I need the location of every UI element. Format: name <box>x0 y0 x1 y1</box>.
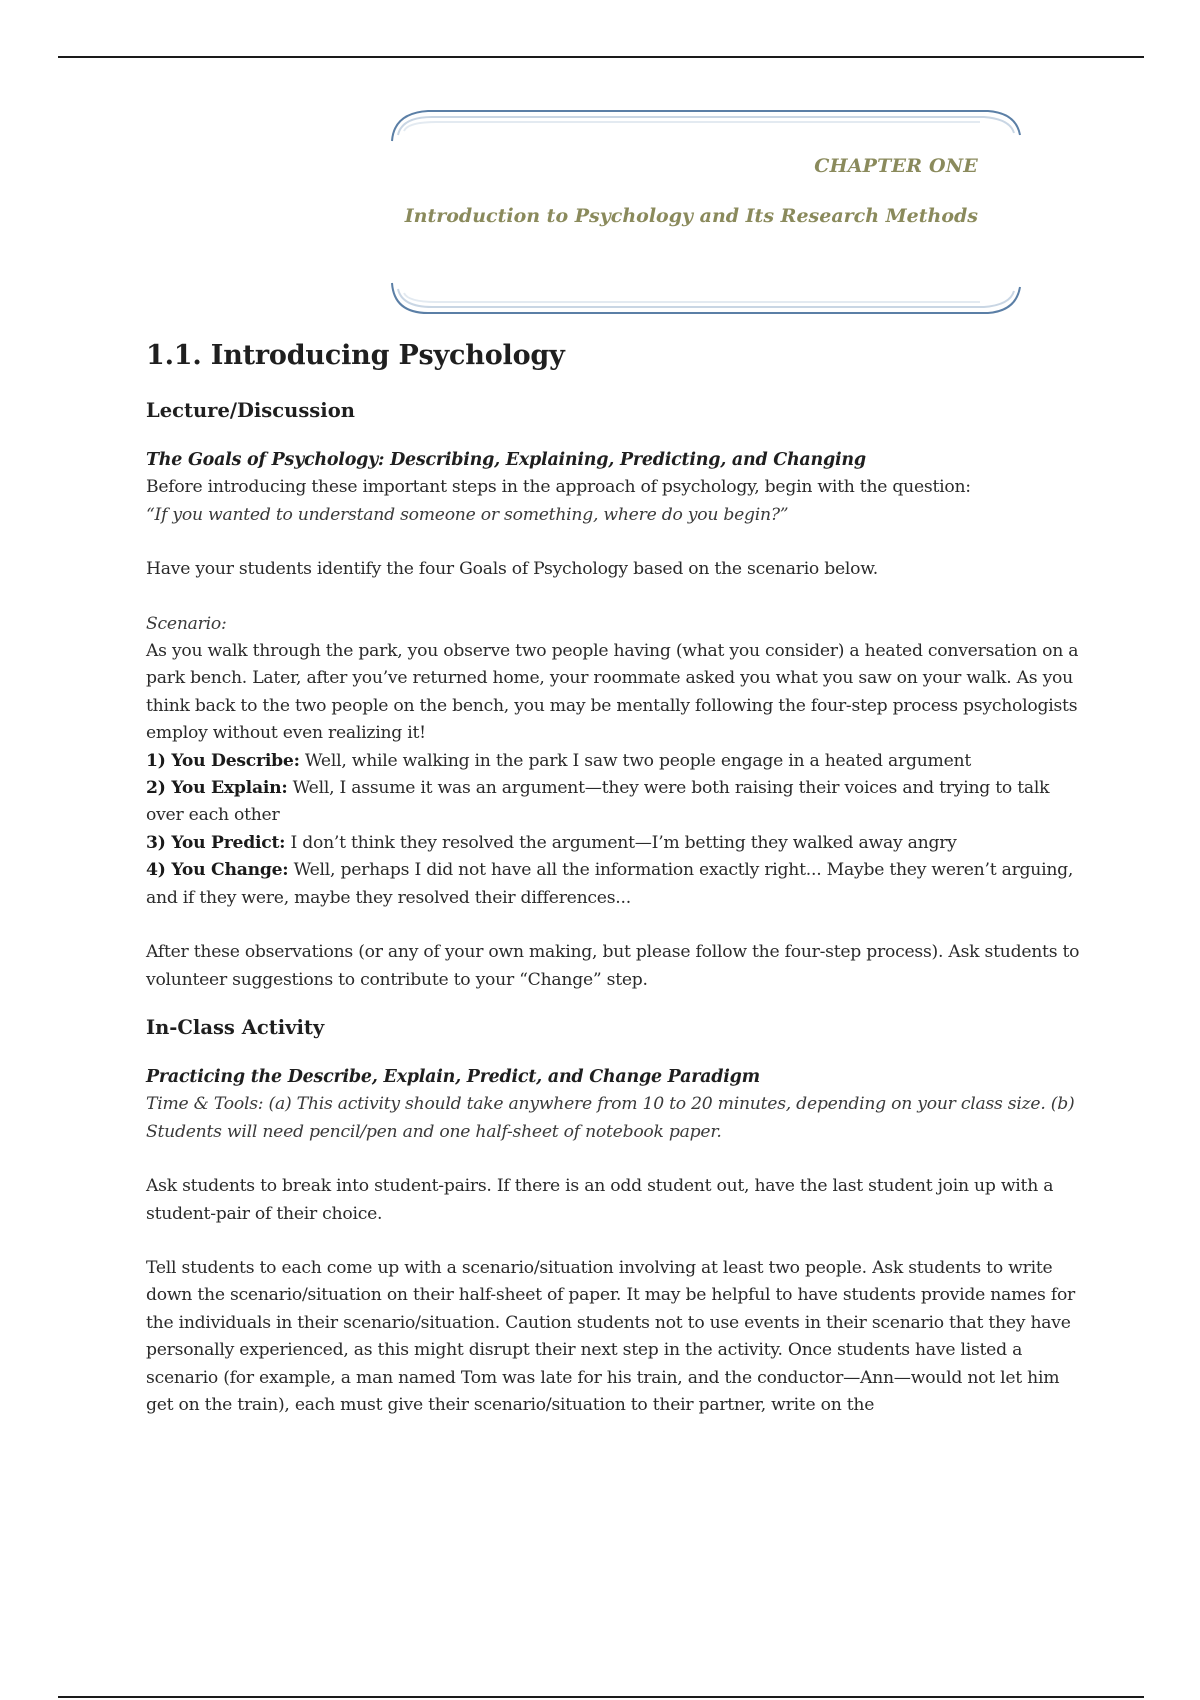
step-label: 2) You Explain: <box>146 778 288 799</box>
activity-paragraph-1: Ask students to break into student-pairs. If there is an odd student out, have the last student join up with a student-pair of their choice. <box>146 1176 1054 1224</box>
step-text: Well, perhaps I did not have all the information exactly right... Maybe they weren’t arguing, and if they were, maybe they resolved their differences... <box>146 860 1074 908</box>
activity-time-tools: Time & Tools: (a) This activity should take anywhere from 10 to 20 minutes, depending on your class size. (b) Students will need pencil/pen and one half-sheet of notebook paper. <box>146 1094 1075 1142</box>
step-predict <box>146 830 1091 857</box>
activity-subhead: Practicing the Describe, Explain, Predict, and Change Paradigm <box>146 1066 760 1087</box>
section-title: 1.1. Introducing Psychology <box>146 340 565 371</box>
scenario-label: Scenario: <box>146 613 227 634</box>
document-body <box>146 340 1091 1419</box>
chapter-banner <box>388 105 1028 320</box>
page-bottom-rule <box>58 1696 1144 1698</box>
lecture-subhead: The Goals of Psychology: Describing, Explaining, Predicting, and Changing <box>146 450 866 470</box>
activity-heading: In-Class Activity <box>146 1015 325 1039</box>
step-describe <box>146 748 1091 775</box>
lecture-intro: Before introducing these important steps in the approach of psychology, begin with the question: <box>146 477 971 498</box>
step-text: Well, while walking in the park I saw two people engage in a heated argument <box>299 750 972 771</box>
step-label: 3) You Predict: <box>146 832 286 853</box>
activity-paragraph-2: Tell students to each come up with a scenario/situation involving at least two people. Ask students to write down the scenario/situation on their half-sheet of paper. It may be helpful to have students provide names for the individuals in their scenario/situation. Caution students not to use events in their scenario that they have personally experienced, as this might disrupt their next step in the activity. Once students have listed a scenario (for example, a man named Tom was late for his train, and the conductor—Ann—would not let him get on the train), each must give their scenario/situation to their partner, write on the <box>146 1257 1076 1415</box>
step-label: 1) You Describe: <box>146 750 300 771</box>
lecture-heading: Lecture/Discussion <box>146 399 355 422</box>
step-label: 4) You Change: <box>146 860 289 881</box>
step-text: Well, I assume it was an argument—they were both raising their voices and trying to talk over each other <box>146 778 1050 826</box>
lecture-instruction: Have your students identify the four Goals of Psychology based on the scenario below. <box>146 559 878 580</box>
chapter-title: Introduction to Psychology and Its Research Methods <box>404 205 978 227</box>
chapter-label: CHAPTER ONE <box>814 155 978 177</box>
page-top-rule <box>58 56 1144 58</box>
lecture-closing: After these observations (or any of your own making, but please follow the four-step process). Ask students to volunteer suggestions to contribute to your “Change” step. <box>146 942 1080 990</box>
lecture-question: “If you wanted to understand someone or something, where do you begin?” <box>146 504 789 525</box>
scenario-text: As you walk through the park, you observe two people having (what you consider) a heated conversation on a park bench. Later, after you’ve returned home, your roommate asked you what you saw on your walk. As you think back to the two people on the bench, you may be mentally following the four-step process psychologists employ without even realizing it! <box>146 641 1079 744</box>
step-explain <box>146 775 1091 830</box>
step-text: I don’t think they resolved the argument—I’m betting they walked away angry <box>285 832 957 853</box>
step-change <box>146 857 1091 912</box>
